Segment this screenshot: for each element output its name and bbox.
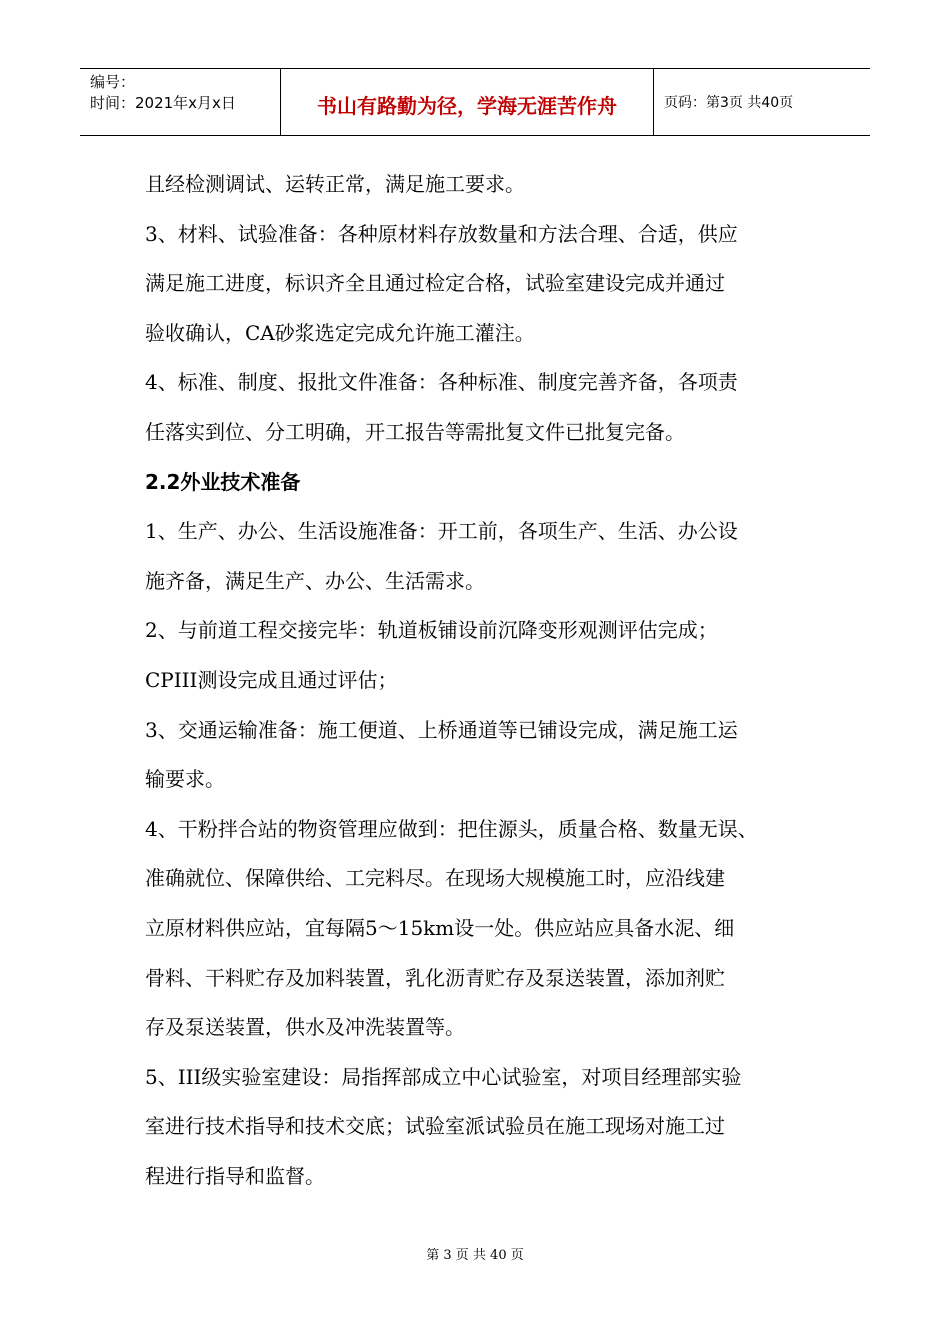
section-heading: 2.2外业技术准备 [145,469,301,494]
body-text-line: 且经检测调试、运转正常，满足施工要求。 [145,172,525,196]
body-text-line: 任落实到位、分工明确，开工报告等需批复文件已批复完备。 [145,419,685,444]
body-text-line: 程进行指导和监督。 [145,1163,325,1188]
body-text-line: 验收确认，CA砂浆选定完成允许施工灌注。 [145,320,535,345]
body-text-line: 骨料、干料贮存及加料装置，乳化沥青贮存及泵送装置，添加剂贮 [145,965,725,990]
body-text-line: 施齐备，满足生产、办公、生活需求。 [145,568,485,593]
body-text-line: 准确就位、保障供给、工完料尽。在现场大规模施工时，应沿线建 [145,866,725,891]
header-page-info: 页码：第3页 共40页 [664,95,794,111]
body-text-line: 立原材料供应站，宜每隔5～15km设一处。供应站应具备水泥、细 [145,915,735,940]
body-text-line: 4、干粉拌合站的物资管理应做到：把住源头，质量合格、数量无误、 [145,816,758,841]
body-text-line: 室进行技术指导和技术交底；试验室派试验员在施工现场对施工过 [145,1114,725,1139]
body-text-line: 1、生产、办公、生活设施准备：开工前，各项生产、生活、办公设 [145,519,738,544]
document-body [145,160,825,1201]
page-footer: 第 3 页 共 40 页 [426,1248,524,1263]
body-text-line: 4、标准、制度、报批文件准备：各种标准、制度完善齐备，各项责 [145,370,738,395]
body-text-line: 2、与前道工程交接完毕：轨道板铺设前沉降变形观测评估完成； [145,618,718,643]
body-text-line: CPIII测设完成且通过评估； [145,667,398,692]
body-text-line: 满足施工进度，标识齐全且通过检定合格，试验室建设完成并通过 [145,271,725,296]
document-number-label: 编号： [90,73,136,91]
header-meta [80,69,280,135]
body-text-line: 3、交通运输准备：施工便道、上桥通道等已铺设完成，满足施工运 [145,717,738,742]
body-text-line: 存及泵送装置，供水及冲洗装置等。 [145,1015,465,1040]
body-text-line: 5、III级实验室建设：局指挥部成立中心试验室，对项目经理部实验 [145,1064,742,1089]
body-text-line: 3、材料、试验准备：各种原材料存放数量和方法合理、合适，供应 [145,221,738,246]
document-time-label: 时间：2021年x月x日 [90,94,236,112]
header-motto: 书山有路勤为径，学海无涯苦作舟 [280,69,654,135]
body-text-line: 输要求。 [145,767,225,792]
document-header [80,68,870,136]
